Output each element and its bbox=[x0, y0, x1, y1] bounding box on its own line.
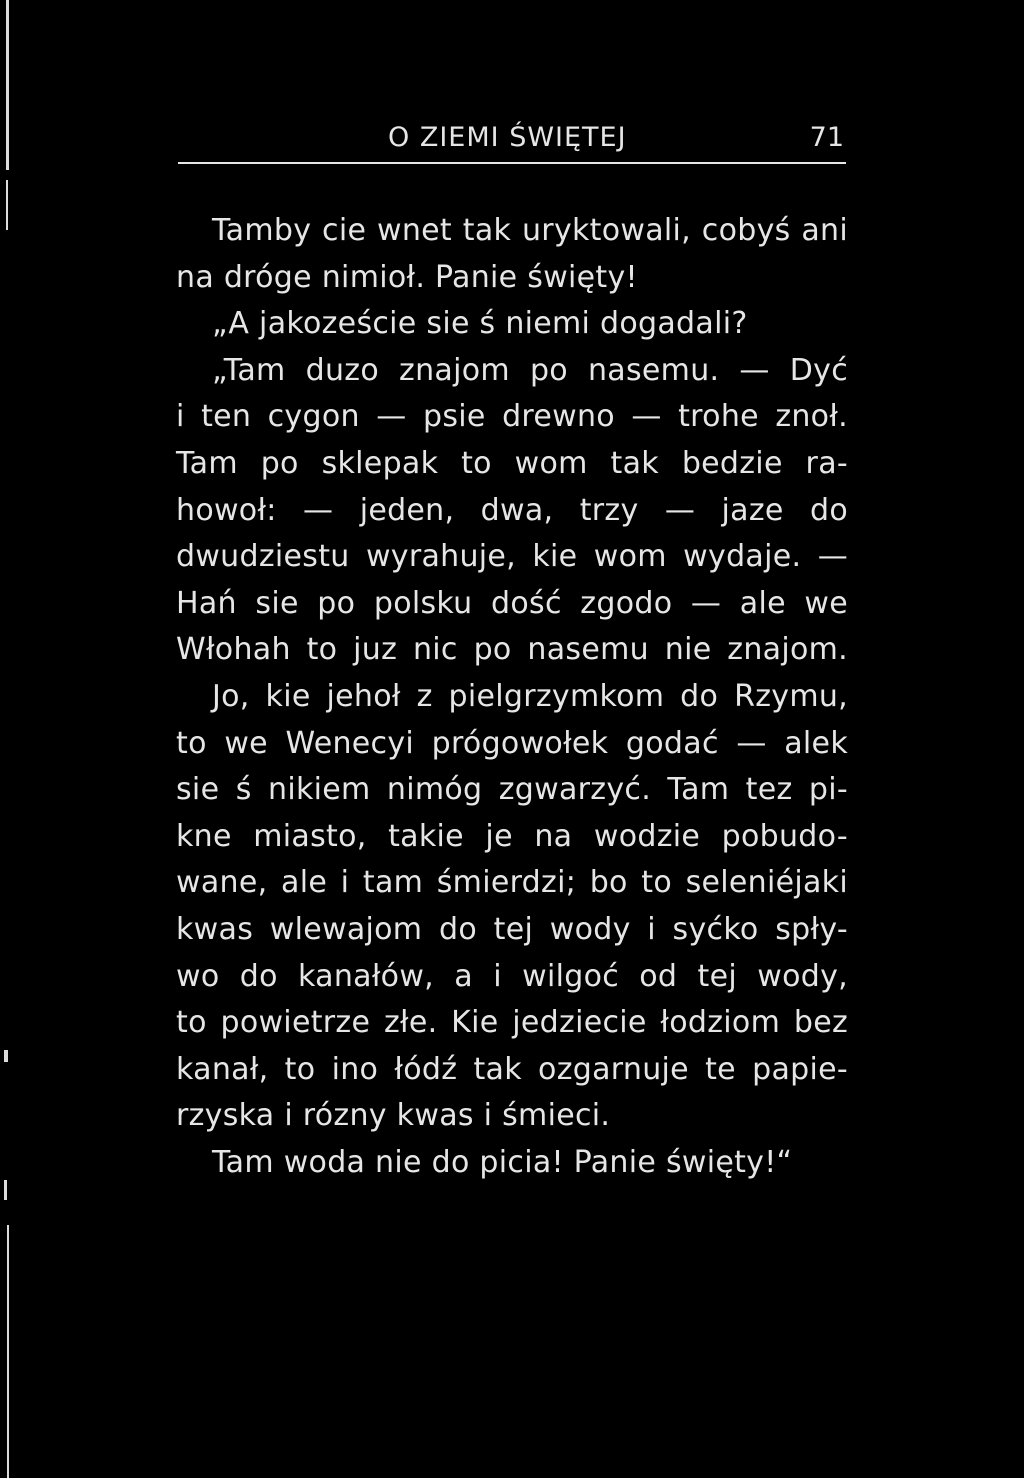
scan-edge-mark bbox=[7, 1225, 9, 1478]
scan-edge-mark bbox=[4, 1180, 7, 1200]
text-line: kwas wlewajom do tej wody i syćko spły- bbox=[176, 911, 848, 947]
text-line: kne miasto, takie je na wodzie pobudo- bbox=[176, 818, 848, 854]
text-line: Tam po sklepak to wom tak bedzie ra- bbox=[176, 445, 848, 481]
scan-edge-mark bbox=[6, 0, 9, 170]
text-line: Tam woda nie do picia! Panie święty!“ bbox=[212, 1144, 793, 1180]
text-line: rzyska i rózny kwas i śmieci. bbox=[176, 1098, 611, 1134]
text-line: to we Wenecyi prógowołek godać — alek bbox=[176, 725, 848, 761]
text-line: to powietrze złe. Kie jedziecie łodziom bez bbox=[176, 1005, 848, 1041]
text-line: na dróge nimioł. Panie święty! bbox=[176, 259, 638, 295]
text-line: howoł: — jeden, dwa, trzy — jaze do bbox=[176, 492, 848, 528]
text-line: dwudziestu wyrahuje, kie wom wydaje. — bbox=[176, 539, 848, 575]
page-number: 71 bbox=[809, 122, 844, 153]
running-title: O ZIEMI ŚWIĘTEJ bbox=[388, 122, 627, 153]
text-line: wo do kanałów, a i wilgoć od tej wody, bbox=[176, 958, 848, 994]
text-line: i ten cygon — psie drewno — trohe znoł. bbox=[176, 399, 848, 435]
text-line: „Tam duzo znajom po nasemu. — Dyć bbox=[212, 352, 848, 388]
text-line: Jo, kie jehoł z pielgrzymkom do Rzymu, bbox=[212, 678, 848, 714]
body-text bbox=[176, 208, 848, 1186]
header-rule bbox=[178, 162, 846, 164]
scan-edge-mark bbox=[4, 1050, 8, 1062]
text-line: Tamby cie wnet tak uryktowali, cobyś ani bbox=[212, 213, 848, 248]
page-header bbox=[178, 118, 846, 162]
text-line: sie ś nikiem nimóg zgwarzyć. Tam tez pi- bbox=[176, 772, 848, 808]
text-line: „A jakozeście sie ś niemi dogadali? bbox=[212, 306, 748, 342]
text-line: kanał, to ino łódź tak ozgarnuje te papie- bbox=[176, 1051, 848, 1087]
text-line: Włohah to juz nic po nasemu nie znajom. bbox=[176, 632, 848, 668]
text-line: wane, ale i tam śmierdzi; bo to seleniéjaki bbox=[176, 865, 848, 901]
scan-edge-mark bbox=[6, 180, 8, 230]
text-line: Hań sie po polsku dość zgodo — ale we bbox=[176, 585, 848, 621]
